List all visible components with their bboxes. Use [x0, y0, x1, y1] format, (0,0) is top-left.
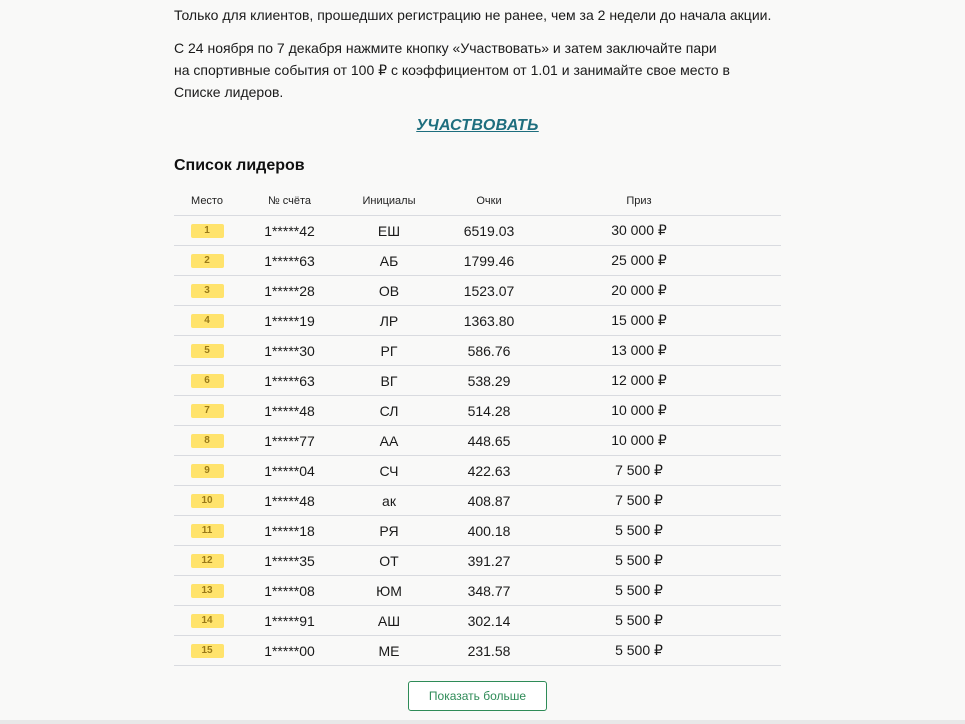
points-cell: 1523.07: [463, 282, 515, 299]
place-cell: [174, 434, 240, 448]
header-place: Место: [191, 194, 223, 207]
leaderboard-row: [174, 306, 781, 336]
account-cell: 1*****19: [264, 312, 315, 329]
initials-cell: МЕ: [378, 642, 400, 659]
points-cell: 231.58: [467, 642, 511, 659]
initials-cell: ОТ: [379, 552, 399, 569]
leaderboard-row: [174, 216, 781, 246]
place-cell: [174, 554, 240, 568]
eligibility-text: Только для клиентов, прошедших регистрацию не ранее, чем за 2 недели до начала акции.: [174, 7, 772, 23]
points-cell: 302.14: [467, 612, 511, 629]
leaderboard-header-row: [174, 186, 781, 216]
initials-cell: ЕШ: [377, 222, 401, 239]
place-cell: [174, 284, 240, 298]
initials-cell: АА: [379, 432, 399, 449]
prize-cell: 5 500 ₽: [615, 552, 663, 568]
initials-cell: ак: [382, 492, 396, 509]
initials-cell: ВГ: [380, 372, 398, 389]
points-cell: 1363.80: [463, 312, 515, 329]
leaderboard-row: [174, 636, 781, 666]
leaderboard-row: [174, 456, 781, 486]
place-badge: 6: [191, 374, 224, 388]
header-account: № счёта: [267, 194, 312, 207]
leaderboard-row: [174, 606, 781, 636]
account-cell: 1*****48: [264, 402, 315, 419]
place-cell: [174, 464, 240, 478]
place-badge: 3: [191, 284, 224, 298]
points-cell: 538.29: [467, 372, 511, 389]
place-cell: [174, 374, 240, 388]
points-cell: 1799.46: [463, 252, 515, 269]
account-cell: 1*****35: [264, 552, 315, 569]
account-cell: 1*****63: [264, 252, 315, 269]
initials-cell: СЧ: [379, 462, 399, 479]
points-cell: 586.76: [467, 342, 511, 359]
initials-cell: РГ: [380, 342, 398, 359]
leaderboard-row: [174, 516, 781, 546]
place-cell: [174, 584, 240, 598]
leaderboard-title: Список лидеров: [174, 157, 305, 174]
prize-cell: 10 000 ₽: [611, 432, 667, 448]
place-badge: 8: [191, 434, 224, 448]
prize-cell: 5 500 ₽: [615, 582, 663, 598]
account-cell: 1*****63: [264, 372, 315, 389]
place-cell: [174, 644, 240, 658]
page-bottom-edge: [0, 720, 965, 724]
place-badge: 1: [191, 224, 224, 238]
prize-cell: 5 500 ₽: [615, 522, 663, 538]
account-cell: 1*****42: [264, 222, 315, 239]
participate-cta: [174, 117, 781, 135]
initials-cell: ЛР: [379, 312, 399, 329]
place-cell: [174, 524, 240, 538]
show-more-button[interactable]: Показать больше: [408, 681, 547, 711]
initials-cell: СЛ: [379, 402, 399, 419]
leaderboard-row: [174, 576, 781, 606]
points-cell: 408.87: [467, 492, 511, 509]
account-cell: 1*****08: [264, 582, 315, 599]
leaderboard-row: [174, 336, 781, 366]
initials-cell: АБ: [379, 252, 399, 269]
account-cell: 1*****28: [264, 282, 315, 299]
initials-cell: РЯ: [379, 522, 399, 539]
rules-text: С 24 ноября по 7 декабря нажмите кнопку «Участвовать» и затем заключайте пари на спортивные события от 100 ₽ с коэффициентом от 1.01 и занимайте свое место в Списке лидеров.: [174, 40, 730, 100]
prize-cell: 25 000 ₽: [611, 252, 667, 268]
place-badge: 9: [191, 464, 224, 478]
place-cell: [174, 224, 240, 238]
account-cell: 1*****04: [264, 462, 315, 479]
points-cell: 6519.03: [463, 222, 515, 239]
leaderboard-row: [174, 276, 781, 306]
leaderboard-row: [174, 246, 781, 276]
prize-cell: 7 500 ₽: [615, 462, 663, 478]
initials-cell: ОВ: [378, 282, 400, 299]
initials-cell: ЮМ: [376, 582, 402, 599]
points-cell: 448.65: [467, 432, 511, 449]
place-badge: 2: [191, 254, 224, 268]
leaderboard-row: [174, 396, 781, 426]
account-cell: 1*****48: [264, 492, 315, 509]
place-cell: [174, 614, 240, 628]
points-cell: 400.18: [467, 522, 511, 539]
place-badge: 14: [191, 614, 224, 628]
leaderboard-table: [174, 186, 781, 666]
account-cell: 1*****30: [264, 342, 315, 359]
header-prize: Приз: [626, 194, 652, 207]
participate-link[interactable]: УЧАСТВОВАТЬ: [416, 117, 539, 134]
prize-cell: 10 000 ₽: [611, 402, 667, 418]
place-cell: [174, 404, 240, 418]
account-cell: 1*****00: [264, 642, 315, 659]
place-badge: 13: [191, 584, 224, 598]
points-cell: 514.28: [467, 402, 511, 419]
leaderboard-row: [174, 366, 781, 396]
place-badge: 7: [191, 404, 224, 418]
account-cell: 1*****91: [264, 612, 315, 629]
prize-cell: 13 000 ₽: [611, 342, 667, 358]
place-badge: 4: [191, 314, 224, 328]
place-badge: 15: [191, 644, 224, 658]
leaderboard-row: [174, 486, 781, 516]
place-badge: 11: [191, 524, 224, 538]
prize-cell: 5 500 ₽: [615, 612, 663, 628]
prize-cell: 7 500 ₽: [615, 492, 663, 508]
prize-cell: 30 000 ₽: [611, 222, 667, 238]
leaderboard-rows: [174, 216, 781, 666]
place-badge: 5: [191, 344, 224, 358]
points-cell: 391.27: [467, 552, 511, 569]
leaderboard-row: [174, 546, 781, 576]
prize-cell: 20 000 ₽: [611, 282, 667, 298]
account-cell: 1*****77: [264, 432, 315, 449]
place-cell: [174, 494, 240, 508]
initials-cell: АШ: [377, 612, 401, 629]
place-cell: [174, 314, 240, 328]
leaderboard-row: [174, 426, 781, 456]
prize-cell: 15 000 ₽: [611, 312, 667, 328]
prize-cell: 12 000 ₽: [611, 372, 667, 388]
points-cell: 348.77: [467, 582, 511, 599]
header-points: Очки: [476, 194, 502, 207]
prize-cell: 5 500 ₽: [615, 642, 663, 658]
header-initials: Инициалы: [362, 194, 416, 207]
place-cell: [174, 254, 240, 268]
points-cell: 422.63: [467, 462, 511, 479]
account-cell: 1*****18: [264, 522, 315, 539]
place-cell: [174, 344, 240, 358]
place-badge: 10: [191, 494, 224, 508]
place-badge: 12: [191, 554, 224, 568]
